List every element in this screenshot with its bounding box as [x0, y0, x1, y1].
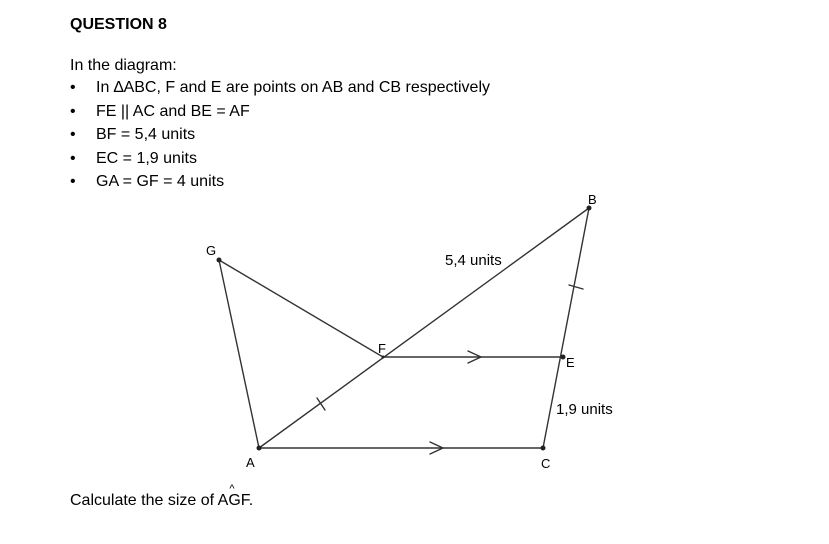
given-text: In ∆ABC, F and E are points on AB and CB respectively: [96, 79, 490, 96]
label-b: B: [588, 192, 597, 207]
task-suffix: F.: [240, 492, 254, 509]
given-text: FE || AC and BE = AF: [96, 102, 250, 120]
given-text: EC = 1,9 units: [96, 149, 197, 167]
given-text: GA = GF = 4 units: [96, 173, 225, 191]
segment-ab: [259, 208, 589, 448]
point-e: [561, 355, 566, 360]
angle-vertex-hat: ^ G: [228, 492, 240, 510]
label-g: G: [206, 243, 217, 258]
segment-gf: [219, 260, 383, 357]
bullet-icon: •: [70, 102, 76, 120]
intro-text: In the diagram:: [70, 57, 177, 74]
label-c: C: [541, 456, 551, 471]
tick-mark-af: [317, 398, 325, 410]
label-e: E: [566, 355, 575, 370]
given-text: BF = 5,4 units: [96, 126, 196, 144]
measure-bf: 5,4 units: [445, 252, 502, 269]
label-f: F: [378, 341, 386, 356]
label-a: A: [246, 455, 255, 470]
bullet-icon: •: [70, 149, 76, 167]
tick-mark-be: [569, 285, 583, 289]
question-heading: QUESTION 8: [70, 16, 167, 33]
point-g: [217, 258, 222, 263]
bullet-icon: •: [70, 173, 76, 191]
point-c: [541, 446, 546, 451]
measure-ec: 1,9 units: [556, 401, 613, 418]
bullet-icon: •: [70, 126, 76, 144]
task-text: [70, 492, 253, 510]
bullet-icon: •: [70, 79, 76, 96]
segment-ga: [219, 260, 259, 448]
point-a: [257, 446, 262, 451]
task-prefix: Calculate the size of A: [70, 492, 229, 509]
